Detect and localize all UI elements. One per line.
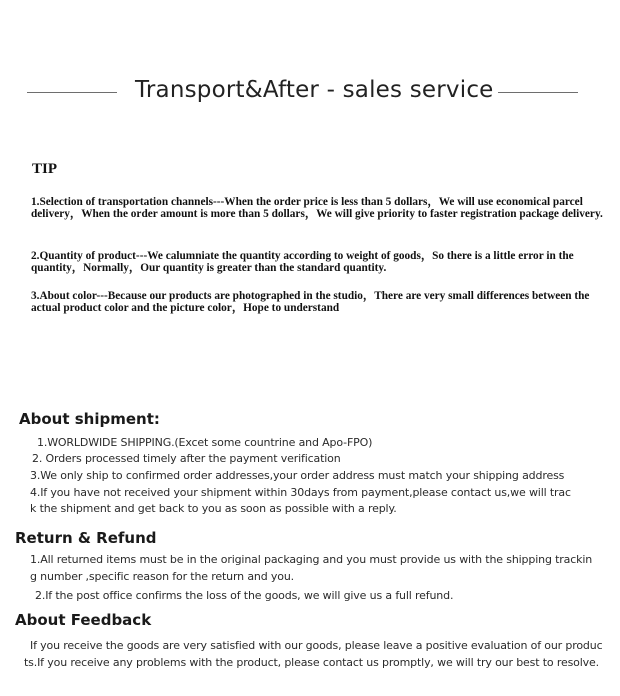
refund-line-3: 2.If the post office confirms the loss of the goods, we will give us a full refund. xyxy=(35,589,454,602)
title-rule-right xyxy=(498,92,578,93)
tip-item-2: 2.Quantity of product---We calumniate the quantity according to weight of goods，So there is a little error in the quantity，Normally，Our quantity is greater than the standard quantity. xyxy=(31,250,574,274)
refund-line-2: g number ,specific reason for the return and you. xyxy=(30,570,295,583)
page-title: Transport&After - sales service xyxy=(135,77,494,103)
title-rule-left xyxy=(27,92,117,93)
shipment-line-1: 1.WORLDWIDE SHIPPING.(Excet some countrine and Apo-FPO) xyxy=(37,436,373,449)
tip-item-1: 1.Selection of transportation channels---When the order price is less than 5 dollars，We will use economical parcel delivery，When the order amount is more than 5 dollars，We will give priority to faster registration package delivery. xyxy=(31,196,603,220)
feedback-line-2: ts.If you receive any problems with the product, please contact us promptly, we will try our best to resolve. xyxy=(24,656,599,669)
shipment-heading: About shipment: xyxy=(19,410,160,428)
tip-item-3: 3.About color---Because our products are photographed in the studio，There are very small differences between the actual product color and the picture color，Hope to understand xyxy=(31,290,590,314)
tip-heading: TIP xyxy=(32,161,58,177)
feedback-line-1: If you receive the goods are very satisfied with our goods, please leave a positive evaluation of our produc xyxy=(30,639,603,652)
refund-heading: Return & Refund xyxy=(15,529,157,547)
shipment-line-4: 4.If you have not received your shipment within 30days from payment,please contact us,we will trac xyxy=(30,486,571,499)
refund-line-1: 1.All returned items must be in the original packaging and you must provide us with the shipping trackin xyxy=(30,553,593,566)
shipment-line-2: 2. Orders processed timely after the payment verification xyxy=(32,452,341,465)
shipment-line-5: k the shipment and get back to you as soon as possible with a reply. xyxy=(30,502,397,515)
shipment-line-3: 3.We only ship to confirmed order addresses,your order address must match your shipping address xyxy=(30,469,565,482)
feedback-heading: About Feedback xyxy=(15,611,152,629)
